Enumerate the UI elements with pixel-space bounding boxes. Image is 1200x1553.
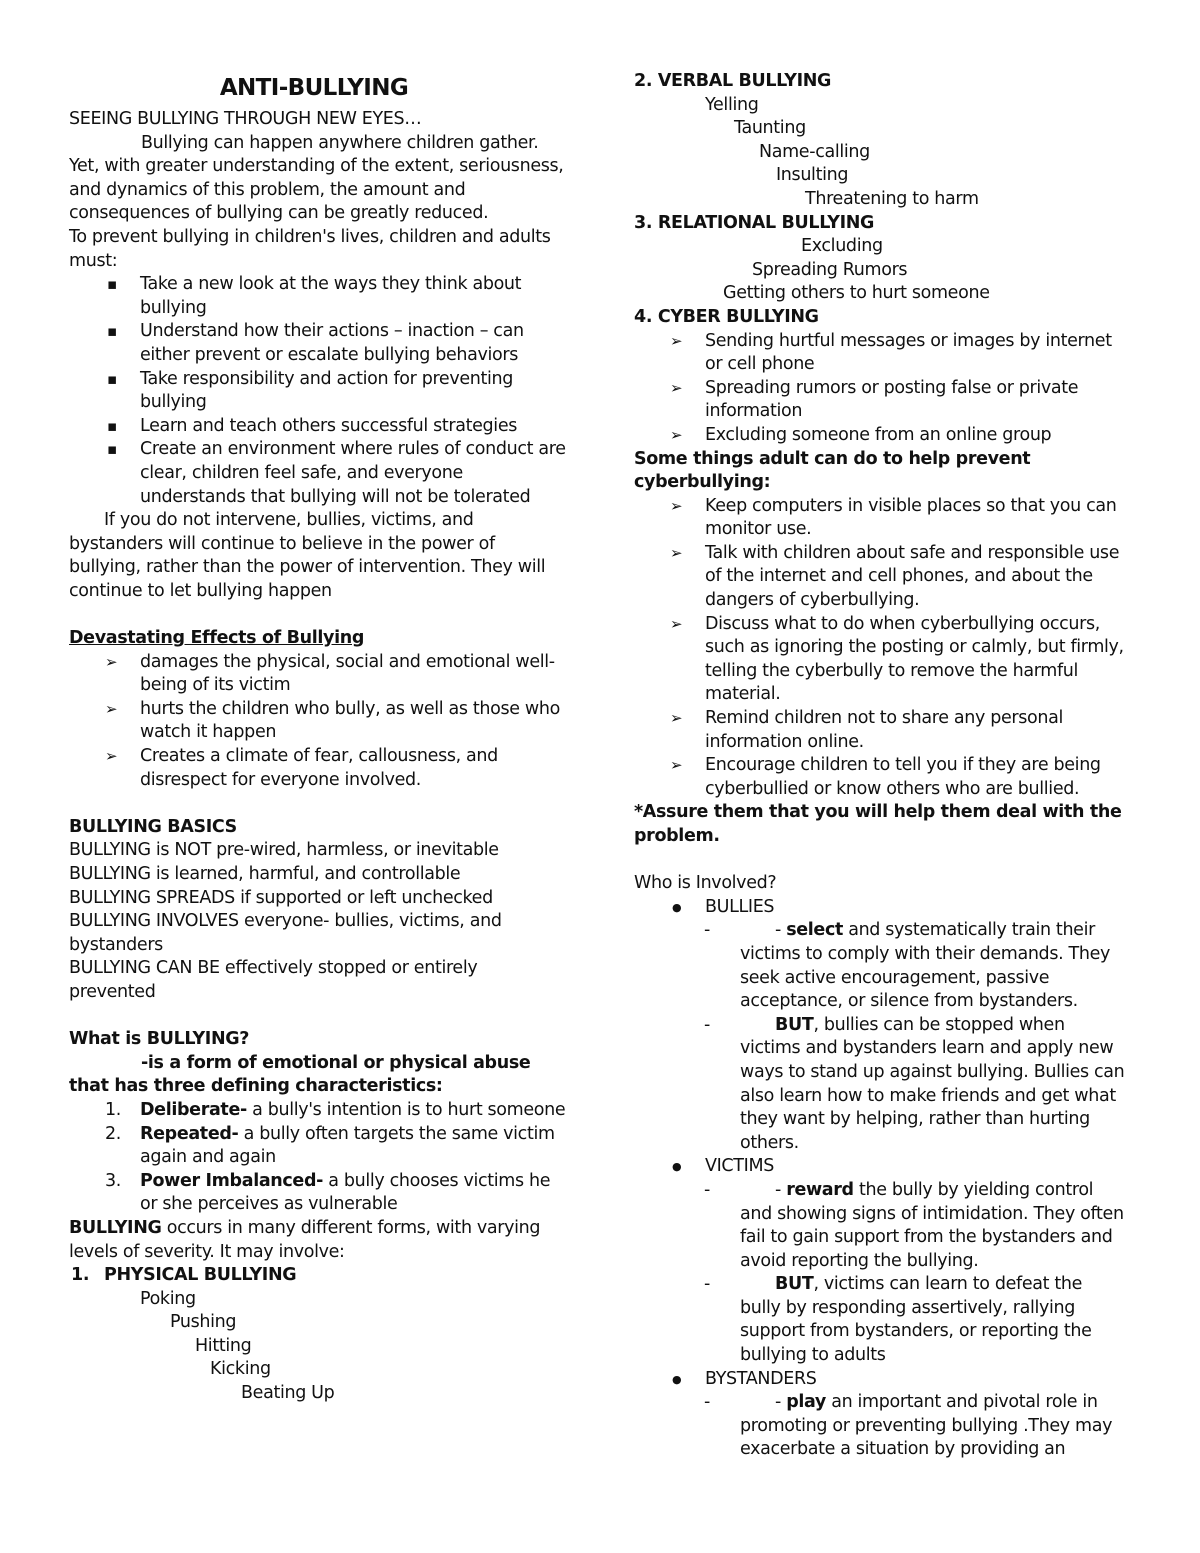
list-item: ➢ Talk with children about safe and responsible use of the internet and cell phones, and about the dangers of cyberbullying. [634, 542, 1134, 613]
stair-item: Name-calling [759, 141, 870, 162]
list-item: ➢ damages the physical, social and emotional well-being of its victim [69, 651, 569, 698]
must-list [69, 273, 569, 509]
list-item: 2. Repeated- a bully often targets the same victim again and again [105, 1123, 555, 1168]
left-column [69, 68, 569, 1406]
basics-heading: BULLYING BASICS [69, 816, 237, 837]
list-item: ▪ Take a new look at the ways they think about bullying [69, 273, 569, 320]
adult-heading: Some things adult can do to help prevent cyberbullying: [634, 448, 1031, 493]
list-item: ▪ Take responsibility and action for preventing bullying [69, 368, 569, 415]
verbal-heading: 2. VERBAL BULLYING [634, 71, 832, 91]
list-item: ● BYSTANDERS [634, 1368, 1134, 1392]
list-item: ➢ Remind children not to share any personal information online. [634, 707, 1134, 754]
sub-item: - BUT, victims can learn to defeat the [704, 1274, 1082, 1295]
involved-list [634, 896, 1134, 920]
list-item: ▪ Create an environment where rules of conduct are clear, children feel safe, and everyone understands that bullying will not be tolerated [69, 438, 569, 509]
stair-item: Poking [140, 1288, 196, 1309]
what-heading: What is BULLYING? [69, 1029, 250, 1050]
list-item: ➢ Discuss what to do when cyberbullying occurs, such as ignoring the posting or calmly, but firmly, telling the cyberbully to remove the harmful material. [634, 613, 1134, 707]
effects-heading: Devastating Effects of Bullying [69, 628, 365, 649]
list-item: ➢ Keep computers in visible places so that you can monitor use. [634, 495, 1134, 542]
list-item: 1. Deliberate- a bully's intention is to hurt someone [105, 1099, 566, 1120]
list-item: ▪ Learn and teach others successful strategies [69, 415, 569, 439]
what-definition: -is a form of emotional or physical abuse that has three defining characteristics: [69, 1052, 531, 1097]
adult-list [634, 495, 1134, 802]
effects-list [69, 651, 569, 793]
cyber-heading: 4. CYBER BULLYING [634, 306, 819, 327]
relational-heading: 3. RELATIONAL BULLYING [634, 212, 875, 233]
stair-item: Hitting [195, 1335, 252, 1356]
basics-line: BULLYING CAN BE effectively stopped or entirely prevented [69, 958, 478, 1002]
sub-item-text: victims and bystanders learn and apply new ways to stand up against bullying. Bullies can also learn how to make friends and get what they want by helping, rather than hurting others. [740, 1038, 1125, 1153]
sub-item: - BUT, bullies can be stopped when [704, 1014, 1065, 1035]
physical-heading: 1. PHYSICAL BULLYING [71, 1265, 297, 1286]
sub-item-text: and showing signs of intimidation. They often fail to gain support from the bystanders and avoid reporting the bullying. [740, 1203, 1124, 1271]
stair-item: Spreading Rumors [752, 259, 908, 280]
intro-paragraph: Bullying can happen anywhere children gather. Yet, with greater understanding of the extent, seriousness, and dynamics of this problem, the amount and consequences of bullying can be greatly reduced. [69, 132, 564, 224]
sub-item-text: victims to comply with their demands. They seek active encouragement, passive acceptance, or silence from bystanders. [740, 943, 1111, 1012]
list-item: ➢ hurts the children who bully, as well as those who watch it happen [69, 698, 569, 745]
sub-item: - - reward the bully by yielding control [704, 1179, 1094, 1200]
list-item: ➢ Excluding someone from an online group [634, 424, 1134, 448]
list-item: ➢ Creates a climate of fear, callousness, and disrespect for everyone involved. [69, 745, 569, 792]
assure-note: *Assure them that you will help them deal with the problem. [634, 802, 1122, 846]
sub-item: - - select and systematically train their [704, 920, 1095, 941]
list-item: 3. Power Imbalanced- a bully chooses victims he or she perceives as vulnerable [105, 1170, 551, 1215]
list-item: ● VICTIMS [634, 1155, 1134, 1179]
cyber-list [634, 330, 1134, 448]
list-item: ➢ Encourage children to tell you if they are being cyberbullied or know others who are bullied. [634, 754, 1134, 801]
characteristics-list [69, 1099, 569, 1217]
right-column [634, 68, 1134, 1462]
stair-item: Beating Up [241, 1383, 335, 1404]
stair-item: Excluding [801, 236, 883, 257]
stair-item: Yelling [705, 94, 759, 115]
list-item: ➢ Sending hurtful messages or images by internet or cell phone [634, 330, 1134, 377]
basics-line: BULLYING is learned, harmful, and controllable [69, 864, 461, 884]
intro-heading: SEEING BULLYING THROUGH NEW EYES… [69, 109, 422, 129]
list-item: ● BULLIES [634, 896, 1134, 920]
involved-heading: Who is Involved? [634, 873, 777, 894]
intervene-paragraph: If you do not intervene, bullies, victims, and bystanders will continue to believe in the power of bullying, rather than the power of intervention. They will continue to let bullying happen [69, 510, 546, 601]
basics-line: BULLYING is NOT pre-wired, harmless, or inevitable [69, 840, 499, 861]
stair-item: Pushing [170, 1312, 237, 1333]
stair-item: Threatening to harm [805, 188, 979, 209]
intro-must: To prevent bullying in children's lives, children and adults must: [69, 226, 551, 271]
stair-item: Kicking [210, 1359, 271, 1380]
page-title: ANTI-BULLYING [219, 75, 409, 101]
forms-paragraph: BULLYING occurs in many different forms, with varying levels of severity. It may involve: [69, 1217, 541, 1262]
stair-item: Taunting [734, 118, 806, 139]
basics-line: BULLYING SPREADS if supported or left unchecked [69, 887, 493, 908]
sub-item-text: promoting or preventing bullying .They may exacerbate a situation by providing an [740, 1415, 1113, 1460]
sub-item-text: bully by responding assertively, rallying support from bystanders, or reporting the bullying to adults [740, 1297, 1092, 1366]
stair-item: Insulting [776, 165, 849, 186]
stair-item: Getting others to hurt someone [723, 283, 990, 304]
basics-line: BULLYING INVOLVES everyone- bullies, victims, and bystanders [69, 911, 502, 955]
list-item: ➢ Spreading rumors or posting false or private information [634, 377, 1134, 424]
list-item: ▪ Understand how their actions – inaction – can either prevent or escalate bullying behaviors [69, 320, 569, 367]
sub-item: - - play an important and pivotal role in [704, 1392, 1098, 1413]
